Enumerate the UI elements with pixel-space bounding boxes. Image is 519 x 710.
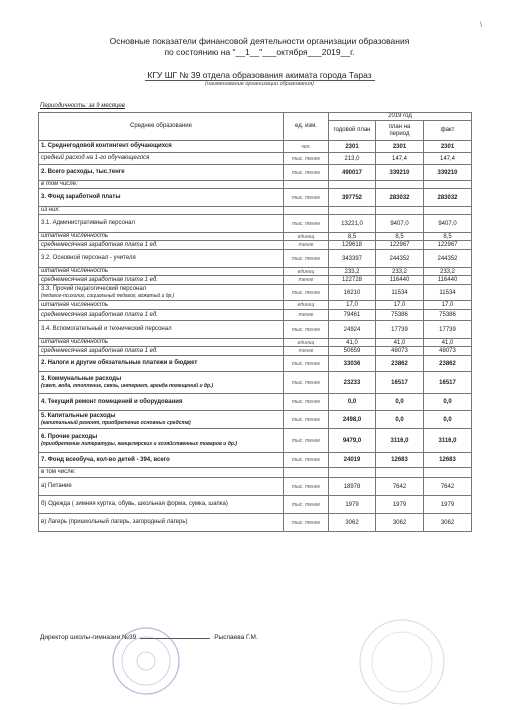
annual-plan-cell: 8,5 xyxy=(329,233,376,241)
fact-cell: 147,4 xyxy=(424,153,472,165)
row-name xyxy=(39,215,284,233)
period-plan-cell: 12683 xyxy=(376,453,424,468)
period-plan-cell: 1979 xyxy=(376,496,424,514)
table-row xyxy=(39,301,472,310)
row-unit: тыс. тенге xyxy=(284,394,329,411)
row-name xyxy=(39,496,284,514)
annual-plan-cell: 24924 xyxy=(329,321,376,339)
table-row xyxy=(39,268,472,276)
row-name-text: б) Одежда ( зимняя куртка, обувь, школьная форма, сумка, шапка) xyxy=(41,501,228,507)
annual-plan-cell: 50659 xyxy=(329,347,376,356)
row-note: (приобретение литературы, канцелярских и хозяйственных товаров и др.) xyxy=(41,440,237,447)
row-name xyxy=(39,285,284,301)
row-name xyxy=(39,141,284,153)
row-name-text: 6. Прочие расходы xyxy=(41,433,98,440)
row-name-text: штатная численность xyxy=(41,339,109,345)
fact-cell: 12683 xyxy=(424,453,472,468)
row-name xyxy=(39,429,284,453)
signer-name: Рыспаева Г.М. xyxy=(214,634,258,641)
table-row xyxy=(39,165,472,181)
row-name xyxy=(39,468,284,478)
row-name-text: 3. Фонд заработной платы xyxy=(41,194,121,200)
annual-plan-cell: 79461 xyxy=(329,310,376,321)
header-unit: ед. изм. xyxy=(284,113,329,141)
row-name xyxy=(39,241,284,250)
annual-plan-cell: 33036 xyxy=(329,356,376,372)
fact-cell: 17,0 xyxy=(424,301,472,310)
row-name-text: 2. Налоги и другие обязательные платежи в бюджет xyxy=(41,360,198,366)
row-unit: тенге xyxy=(284,241,329,250)
fact-cell xyxy=(424,207,472,215)
annual-plan-cell: 213,0 xyxy=(329,153,376,165)
row-name-text: 5. Капитальные расходы xyxy=(41,412,116,419)
row-name-text: из них: xyxy=(41,207,61,213)
table-row xyxy=(39,411,472,429)
fact-cell: 233,2 xyxy=(424,268,472,276)
annual-plan-cell: 2498,0 xyxy=(329,411,376,429)
row-unit: тыс. тенге xyxy=(284,496,329,514)
table-row xyxy=(39,356,472,372)
financial-table xyxy=(38,112,472,532)
annual-plan-cell: 0,0 xyxy=(329,394,376,411)
table-row xyxy=(39,372,472,394)
table-row xyxy=(39,241,472,250)
row-name-text: штатная численность xyxy=(41,301,109,308)
period-plan-cell: 116440 xyxy=(376,276,424,285)
annual-plan-cell: 13221,0 xyxy=(329,215,376,233)
table-row xyxy=(39,310,472,321)
period-plan-cell: 17739 xyxy=(376,321,424,339)
fact-cell: 8,5 xyxy=(424,233,472,241)
organization-name: КГУ ШГ № 39 отдела образования акимата города Тараз xyxy=(147,70,372,80)
period-plan-cell: 147,4 xyxy=(376,153,424,165)
table-row xyxy=(39,453,472,468)
annual-plan-cell xyxy=(329,468,376,478)
header-year: 2019 год xyxy=(329,113,472,121)
row-unit: тыс. тенге xyxy=(284,189,329,207)
fact-cell xyxy=(424,468,472,478)
fact-cell: 116440 xyxy=(424,276,472,285)
row-name xyxy=(39,189,284,207)
period-plan-cell: 244352 xyxy=(376,250,424,268)
table-row xyxy=(39,478,472,496)
row-name-text: среднемесячная заработная плата 1 ед. xyxy=(41,276,158,283)
fact-cell: 0,0 xyxy=(424,411,472,429)
period-plan-cell: 41,0 xyxy=(376,339,424,347)
period-plan-cell: 11534 xyxy=(376,285,424,301)
row-name xyxy=(39,301,284,310)
annual-plan-cell: 490017 xyxy=(329,165,376,181)
fact-cell: 48073 xyxy=(424,347,472,356)
row-name-text: в) Лагерь (пришкольный лагерь, загородный лагерь) xyxy=(41,519,188,525)
row-unit: тыс. тенге xyxy=(284,514,329,532)
row-unit: тыс. тенге xyxy=(284,478,329,496)
row-name-text: 7. Фонд всеобуча, кол-во детей - 394, всего xyxy=(41,456,170,463)
row-name-text: среднемесячная заработная плата 1 ед. xyxy=(41,347,158,354)
row-name-text: среднемесячная заработная плата 1 ед. xyxy=(41,241,158,248)
header-fact: факт xyxy=(424,121,472,141)
row-unit: чел. xyxy=(284,141,329,153)
row-unit xyxy=(284,207,329,215)
fact-cell: 283032 xyxy=(424,189,472,207)
table-row xyxy=(39,276,472,285)
period-plan-cell: 2301 xyxy=(376,141,424,153)
round-seal-stamp xyxy=(110,625,182,697)
row-unit: тыс. тенге xyxy=(284,165,329,181)
row-name xyxy=(39,347,284,356)
row-note: (педагог-психолог, социальный педагог, вожатый и др.) xyxy=(41,292,175,299)
row-name-text: 3. Коммунальные расходы xyxy=(41,375,122,382)
row-unit: тыс. тенге xyxy=(284,356,329,372)
annual-plan-cell xyxy=(329,207,376,215)
organization-caption: (наименование организации образования) xyxy=(205,81,314,87)
header-plan-period: план на период xyxy=(376,121,424,141)
period-plan-cell: 122967 xyxy=(376,241,424,250)
table-row xyxy=(39,321,472,339)
annual-plan-cell: 343397 xyxy=(329,250,376,268)
annual-plan-cell: 397752 xyxy=(329,189,376,207)
row-unit xyxy=(284,181,329,189)
fact-cell: 9407,0 xyxy=(424,215,472,233)
row-note: (свет, вода, отопление, связь, интернет, аренда помещений и др.) xyxy=(41,382,214,389)
table-row xyxy=(39,339,472,347)
title-line-2: по состоянию на "__1__"___октября___2019__г. xyxy=(164,47,355,57)
table-row xyxy=(39,347,472,356)
period-plan-cell: 233,2 xyxy=(376,268,424,276)
row-name xyxy=(39,321,284,339)
table-row xyxy=(39,181,472,189)
row-unit: тыс. тенге xyxy=(284,153,329,165)
row-name-text: 3.3. Прочий педагогический персонал xyxy=(41,285,147,292)
row-unit: тенге xyxy=(284,276,329,285)
row-name-text: 1. Среднегодовой контингент обучающихся xyxy=(41,143,172,149)
row-unit: единиц xyxy=(284,268,329,276)
row-name xyxy=(39,339,284,347)
period-plan-cell: 7642 xyxy=(376,478,424,496)
period-label: Периодичность: за 9 месяцев xyxy=(40,103,125,109)
annual-plan-cell: 9479,0 xyxy=(329,429,376,453)
row-name xyxy=(39,268,284,276)
table-row xyxy=(39,189,472,207)
row-unit: тыс. тенге xyxy=(284,321,329,339)
period-plan-cell: 75386 xyxy=(376,310,424,321)
row-unit: тыс. тенге xyxy=(284,372,329,394)
annual-plan-cell: 23233 xyxy=(329,372,376,394)
fact-cell: 1979 xyxy=(424,496,472,514)
annual-plan-cell xyxy=(329,181,376,189)
row-name-text: в том числе: xyxy=(41,469,76,475)
fact-cell: 7642 xyxy=(424,478,472,496)
row-name-text: 2. Всего расходы, тыс.тенге xyxy=(41,169,125,175)
annual-plan-cell: 17,0 xyxy=(329,301,376,310)
row-unit: единиц xyxy=(284,233,329,241)
row-unit: тенге xyxy=(284,347,329,356)
table-row xyxy=(39,141,472,153)
corner-mark: \ xyxy=(480,22,482,29)
row-note: (капитальный ремонт, приобретение основных средств) xyxy=(41,419,191,426)
annual-plan-cell: 18978 xyxy=(329,478,376,496)
row-name xyxy=(39,411,284,429)
table-row xyxy=(39,233,472,241)
fact-cell: 0,0 xyxy=(424,394,472,411)
period-plan-cell: 0,0 xyxy=(376,411,424,429)
annual-plan-cell: 3062 xyxy=(329,514,376,532)
row-name-text: 3.1. Административный персонал xyxy=(41,220,136,226)
header-plan-year: годовой план xyxy=(329,121,376,141)
period-plan-cell: 17,0 xyxy=(376,301,424,310)
row-name-text: среднемесячная заработная плата 1 ед. xyxy=(41,311,158,318)
annual-plan-cell: 233,2 xyxy=(329,268,376,276)
period-plan-cell: 3062 xyxy=(376,514,424,532)
row-name-text: в том числе: xyxy=(41,181,78,187)
row-name xyxy=(39,514,284,532)
table-row xyxy=(39,514,472,532)
table-row xyxy=(39,394,472,411)
row-name xyxy=(39,181,284,189)
row-name-text: 4. Текущий ремонт помещений и оборудования xyxy=(41,398,183,405)
row-name xyxy=(39,165,284,181)
fact-cell: 17739 xyxy=(424,321,472,339)
annual-plan-cell: 2301 xyxy=(329,141,376,153)
row-unit xyxy=(284,468,329,478)
period-plan-cell: 283032 xyxy=(376,189,424,207)
row-name xyxy=(39,153,284,165)
table-body xyxy=(39,141,472,532)
period-plan-cell: 9407,0 xyxy=(376,215,424,233)
fact-cell: 11534 xyxy=(424,285,472,301)
row-unit: единиц xyxy=(284,339,329,347)
period-plan-cell: 48073 xyxy=(376,347,424,356)
period-plan-cell: 16517 xyxy=(376,372,424,394)
period-plan-cell xyxy=(376,181,424,189)
table-row xyxy=(39,496,472,514)
period-plan-cell xyxy=(376,468,424,478)
period-plan-cell: 339210 xyxy=(376,165,424,181)
fact-cell: 2301 xyxy=(424,141,472,153)
table-row xyxy=(39,250,472,268)
period-plan-cell: 0,0 xyxy=(376,394,424,411)
fact-cell: 339210 xyxy=(424,165,472,181)
document-title xyxy=(0,36,519,58)
faded-seal-stamp xyxy=(355,615,450,710)
row-unit: тенге xyxy=(284,310,329,321)
row-name xyxy=(39,394,284,411)
fact-cell: 23862 xyxy=(424,356,472,372)
row-name xyxy=(39,310,284,321)
row-unit: тыс. тенге xyxy=(284,429,329,453)
table-row xyxy=(39,153,472,165)
annual-plan-cell: 41,0 xyxy=(329,339,376,347)
fact-cell: 3116,0 xyxy=(424,429,472,453)
row-name xyxy=(39,207,284,215)
fact-cell: 244352 xyxy=(424,250,472,268)
annual-plan-cell: 122728 xyxy=(329,276,376,285)
row-name xyxy=(39,453,284,468)
annual-plan-cell: 16210 xyxy=(329,285,376,301)
annual-plan-cell: 24019 xyxy=(329,453,376,468)
row-unit: тыс. тенге xyxy=(284,411,329,429)
signer-role: Директор школы-гимназии №39 xyxy=(40,634,137,641)
row-unit: тыс. тенге xyxy=(284,250,329,268)
row-name-text: 3.4. Вспомогательный и технический персонал xyxy=(41,326,172,332)
row-unit: тыс. тенге xyxy=(284,215,329,233)
table-row xyxy=(39,215,472,233)
row-name xyxy=(39,356,284,372)
row-unit: тыс. тенге xyxy=(284,453,329,468)
row-name-text: штатная численность xyxy=(41,233,109,239)
table-row xyxy=(39,207,472,215)
row-name-text: штатная численность xyxy=(41,268,109,274)
title-line-1: Основные показатели финансовой деятельности организации образования xyxy=(109,36,410,46)
annual-plan-cell: 129618 xyxy=(329,241,376,250)
fact-cell: 41,0 xyxy=(424,339,472,347)
period-plan-cell xyxy=(376,207,424,215)
table-row xyxy=(39,429,472,453)
fact-cell xyxy=(424,181,472,189)
table-row xyxy=(39,468,472,478)
row-name xyxy=(39,233,284,241)
row-name xyxy=(39,276,284,285)
fact-cell: 122967 xyxy=(424,241,472,250)
fact-cell: 3062 xyxy=(424,514,472,532)
row-name xyxy=(39,372,284,394)
row-name xyxy=(39,250,284,268)
row-name-text: а) Питание xyxy=(41,483,72,489)
period-plan-cell: 3116,0 xyxy=(376,429,424,453)
fact-cell: 75386 xyxy=(424,310,472,321)
period-plan-cell: 8,5 xyxy=(376,233,424,241)
header-name: Среднее образование xyxy=(39,113,284,141)
row-unit: тыс. тенге xyxy=(284,285,329,301)
row-name xyxy=(39,478,284,496)
row-unit: единиц xyxy=(284,301,329,310)
table-row xyxy=(39,285,472,301)
period-plan-cell: 23862 xyxy=(376,356,424,372)
annual-plan-cell: 1979 xyxy=(329,496,376,514)
row-name-text: 3.2. Основной персонал - учителя xyxy=(41,255,136,261)
fact-cell: 16517 xyxy=(424,372,472,394)
row-name-text: средний расход на 1-го обучающегося xyxy=(41,155,150,161)
